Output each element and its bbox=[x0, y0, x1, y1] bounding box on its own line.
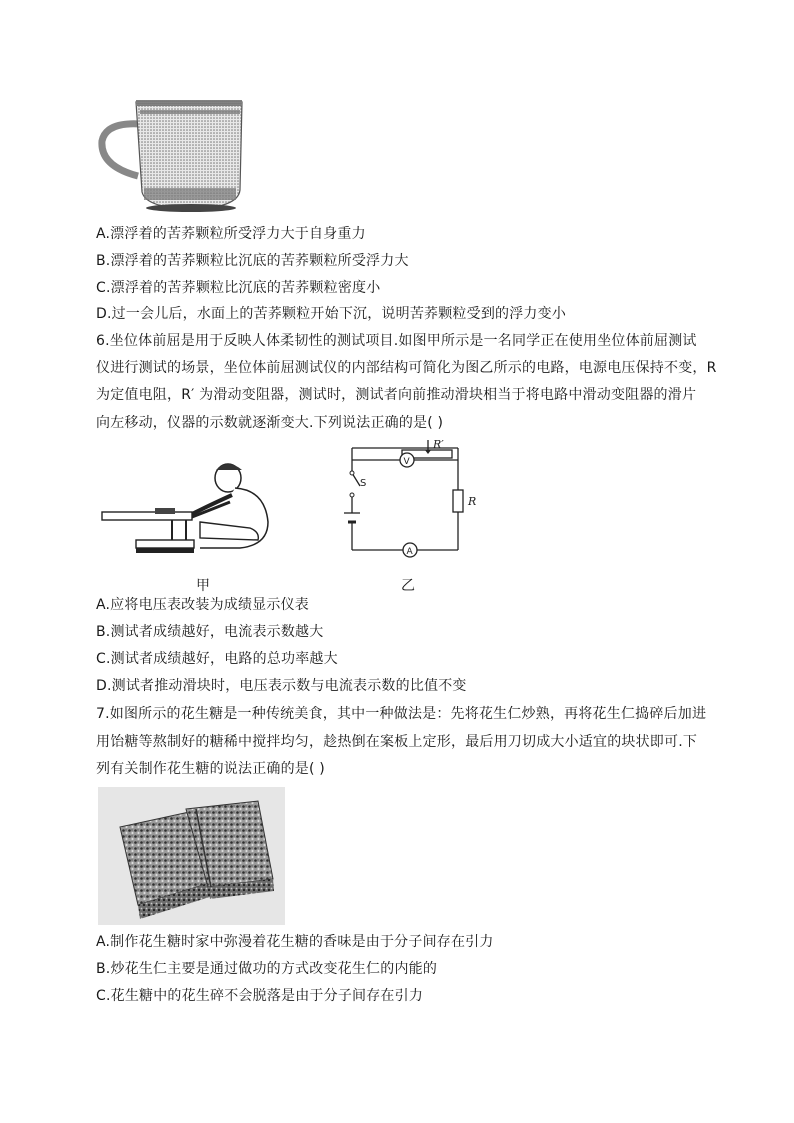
q6-option-c: C.测试者成绩越好，电路的总功率越大 bbox=[96, 651, 338, 667]
q5-option-d: D.过一会儿后，水面上的苦荞颗粒开始下沉，说明苦荞颗粒受到的浮力变小 bbox=[96, 306, 567, 322]
q5-option-c: C.漂浮着的苦荞颗粒比沉底的苦荞颗粒密度小 bbox=[96, 280, 381, 296]
q7-stem-line-3: 列有关制作花生糖的说法正确的是( ) bbox=[96, 761, 325, 777]
q6-stem-line-3: 为定值电阻，R′ 为滑动变阻器，测试时，测试者向前推动滑块相当于将电路中滑动变阻器的滑片 bbox=[96, 387, 697, 403]
circuit-diagram bbox=[340, 440, 480, 560]
figure-yi-label: 乙 bbox=[401, 578, 415, 594]
peanut-candy-photo bbox=[98, 787, 285, 925]
q6-stem-line-2: 仪进行测试的场景，坐位体前屈测试仪的内部结构可简化为图乙所示的电路，电源电压保持不变，R bbox=[96, 360, 717, 376]
r-label: R bbox=[468, 495, 477, 508]
voltmeter-label: V bbox=[403, 457, 410, 467]
q6-option-a: A.应将电压表改装为成绩显示仪表 bbox=[96, 597, 309, 613]
q7-option-a: A.制作花生糖时家中弥漫着花生糖的香味是由于分子间存在引力 bbox=[96, 934, 494, 950]
q7-option-b: B.炒花生仁主要是通过做功的方式改变花生仁的内能的 bbox=[96, 961, 438, 977]
q7-stem-line-2: 用饴糖等熬制好的糖稀中搅拌均匀，趁热倒在案板上定形，最后用刀切成大小适宜的块状即可.下 bbox=[96, 734, 698, 750]
q6-option-b: B.测试者成绩越好，电流表示数越大 bbox=[96, 624, 324, 640]
q7-option-c: C.花生糖中的花生碎不会脱落是由于分子间存在引力 bbox=[96, 988, 424, 1004]
q7-stem-line-1: 7.如图所示的花生糖是一种传统美食，其中一种做法是：先将花生仁炒熟，再将花生仁捣碎后加进 bbox=[96, 706, 707, 722]
ammeter-label: A bbox=[406, 547, 413, 557]
q5-option-a: A.漂浮着的苦荞颗粒所受浮力大于自身重力 bbox=[96, 226, 366, 242]
sit-and-reach-figure bbox=[100, 450, 275, 560]
tea-cup-figure bbox=[96, 96, 246, 216]
q6-stem-line-4: 向左移动，仪器的示数就逐渐变大.下列说法正确的是( ) bbox=[96, 415, 444, 431]
rprime-label: R′ bbox=[433, 440, 444, 451]
q5-option-b: B.漂浮着的苦荞颗粒比沉底的苦荞颗粒所受浮力大 bbox=[96, 253, 409, 269]
figure-jia-label: 甲 bbox=[196, 578, 210, 594]
switch-label: S bbox=[360, 478, 367, 489]
q6-option-d: D.测试者推动滑块时，电压表示数与电流表示数的比值不变 bbox=[96, 678, 467, 694]
q6-stem-line-1: 6.坐位体前屈是用于反映人体柔韧性的测试项目.如图甲所示是一名同学正在使用坐位体前屈测试 bbox=[96, 333, 697, 349]
